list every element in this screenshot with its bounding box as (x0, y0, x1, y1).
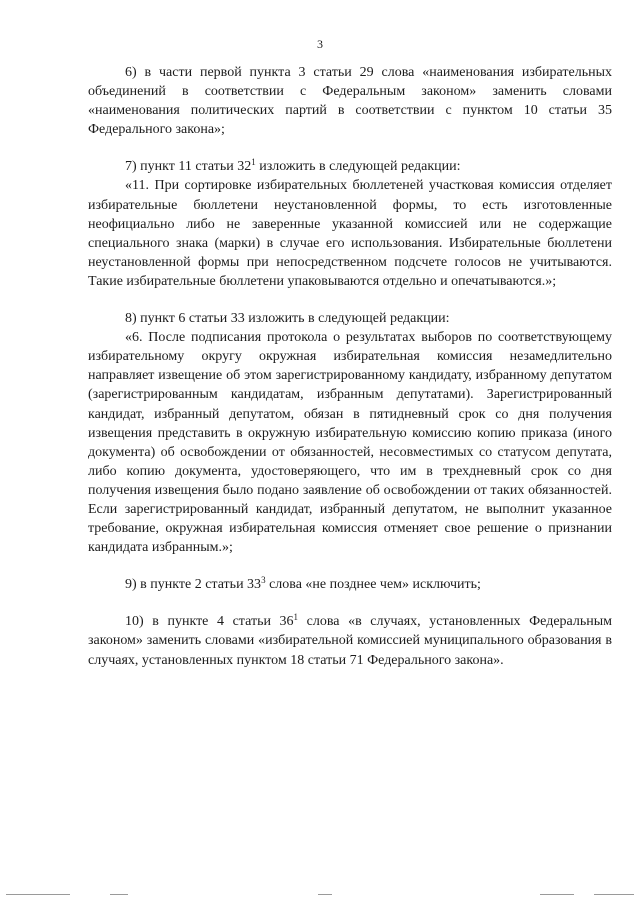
paragraph-7-text: 7) пункт 11 статьи 32 (125, 159, 252, 175)
paragraph-7-text-tail: изложить в следующей редакции: (255, 159, 461, 175)
paragraph-8-quote: «6. После подписания протокола о результатах выборов по соответствующему избирательному округу окружная избирательная комиссия незамедлительно направляет извещение об этом зарегистрированному кандидату, избранному депутатом (зарегистрированным кандидатам, избранным депутатами). Зарегистрированный кандидат, избранный депутатом, обязан в пятидневный срок со дня получения извещения представить в окружную избирательную комиссию копию приказа (иного документа) об освобождении от обязанностей, несовместимых со статусом депутата, либо копию документа, удостоверяющего, что им в трехдневный срок со дня получения извещения было подано заявление об освобождении от таких обязанностей. Если зарегистрированный кандидат, избранный депутатом, не выполнит указанное требование, окружная избирательная комиссия отменяет свое решение о признании кандидата избранным.»; (88, 330, 612, 556)
scan-footer-mark (110, 894, 128, 895)
paragraph-10 (88, 612, 612, 669)
superscript: 1 (293, 612, 299, 623)
paragraph-7-quote: «11. При сортировке избирательных бюллетеней участковая комиссия отделяет избирательные бюллетени неустановленной формы, то есть изготовленные неофициально либо не заверенные указанной комиссией или не содержащие специального знака (марки) в случае его использования. Избирательные бюллетени неустановленной формы при непосредственном подсчете голосов не учитываются. Такие избирательные бюллетени упаковываются отдельно и опечатываются.»; (88, 178, 612, 289)
paragraph-9 (88, 575, 612, 594)
paragraph-9-text-tail: слова «не позднее чем» исключить; (265, 577, 481, 593)
paragraph-8-heading: 8) пункт 6 статьи 33 изложить в следующей редакции: (125, 311, 450, 327)
superscript: 3 (261, 575, 266, 586)
scan-footer-mark (594, 894, 634, 895)
scan-footer-mark (6, 894, 70, 895)
superscript: 1 (251, 157, 256, 168)
scan-footer-mark (540, 894, 574, 895)
scan-footer-mark (318, 894, 332, 895)
paragraph-6: 6) в части первой пункта 3 статьи 29 слова «наименования избирательных объединений в соответствии с Федеральным законом» заменить словами «наименования политических партий в соответствии с пунктом 10 статьи 35 Федерального закона»; (88, 65, 612, 138)
document-body (88, 63, 612, 670)
paragraph-10-text-tail: слова «в случаях, установленных Федеральным законом» заменить словами «избирательной комиссией муниципального образования в случаях, установленных пунктом 18 статьи 71 Федерального закона». (88, 614, 612, 668)
paragraph-7-heading (88, 157, 612, 176)
paragraph-10-text: 10) в пункте 4 статьи 36 (125, 614, 294, 630)
paragraph-9-text: 9) в пункте 2 статьи 33 (125, 577, 262, 593)
page-number: 3 (317, 37, 323, 51)
